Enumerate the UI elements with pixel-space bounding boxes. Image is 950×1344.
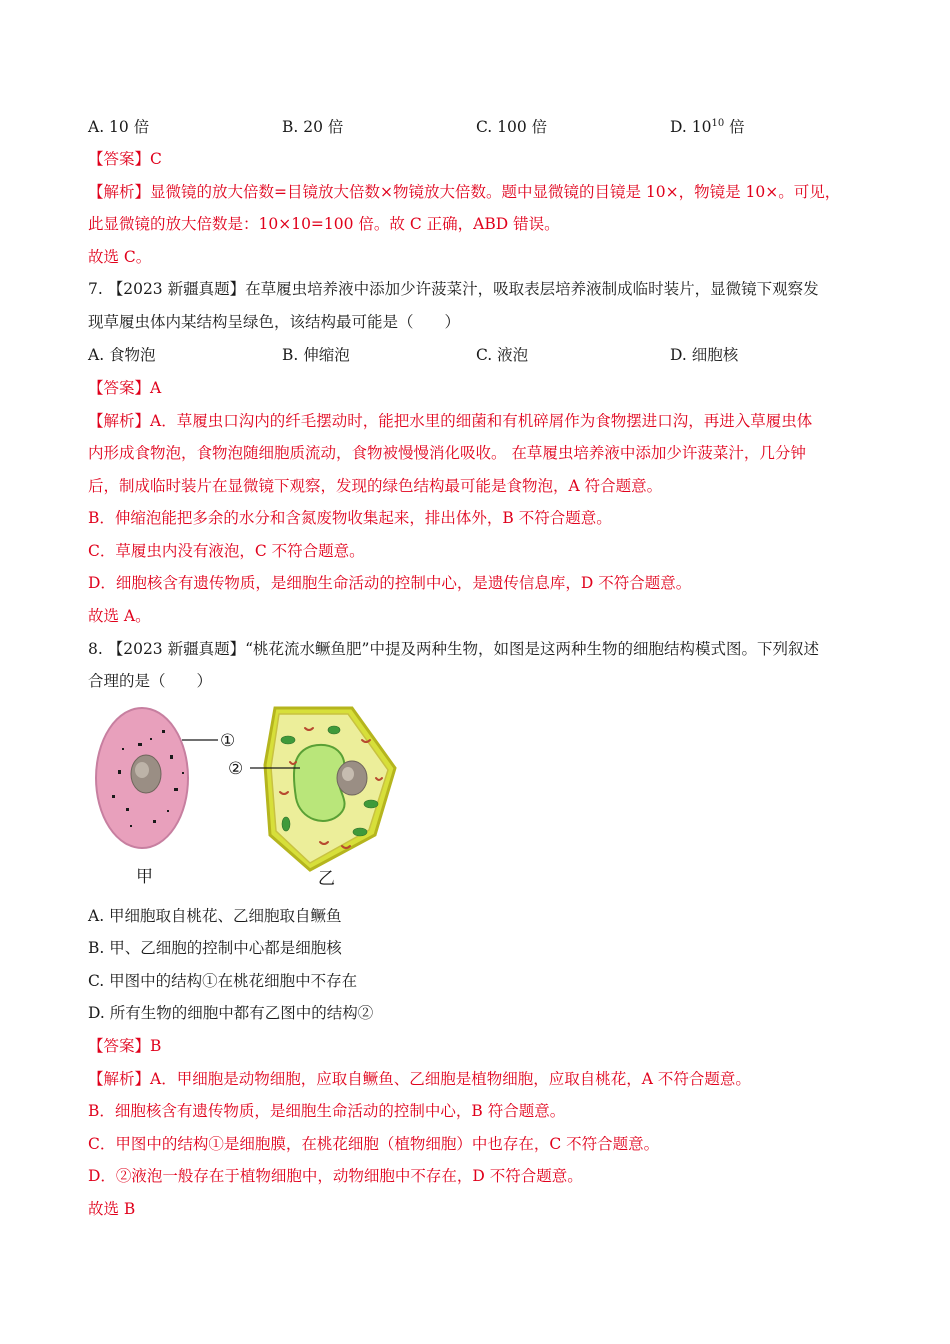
marker-2-label: ② bbox=[228, 759, 244, 779]
cell-figure bbox=[90, 700, 410, 890]
q7-option-b: B. 伸缩泡 bbox=[282, 346, 350, 364]
q8-option-c: C. 甲图中的结构①在桃花细胞中不存在 bbox=[88, 972, 358, 990]
q7-analysis-line-1: 【解析】A．草履虫口沟内的纤毛摆动时，能把水里的细菌和有机碎屑作为食物摆进口沟，再进入草履虫体 bbox=[88, 412, 813, 430]
q6-analysis-line-2: 此显微镜的放大倍数是：10×10=100 倍。故 C 正确，ABD 错误。 bbox=[88, 215, 560, 233]
q8-stem-line-2: 合理的是（ ） bbox=[88, 672, 213, 690]
q7-answer: 【答案】A bbox=[88, 379, 162, 397]
q7-option-a: A. 食物泡 bbox=[88, 346, 156, 364]
q8-answer: 【答案】B bbox=[88, 1037, 162, 1055]
q6-analysis-line-1: 【解析】显微镜的放大倍数=目镜放大倍数×物镜放大倍数。题中显微镜的目镜是 10×，物镜是 10×。可见， bbox=[88, 183, 841, 201]
figure-label-yi: 乙 bbox=[318, 869, 335, 889]
q7-option-d: D. 细胞核 bbox=[670, 346, 739, 364]
q7-analysis-line-2: 内形成食物泡，食物泡随细胞质流动，食物被慢慢消化吸收。 在草履虫培养液中添加少许菠菜汁，几分钟 bbox=[88, 444, 806, 462]
q8-analysis-line-4: D．②液泡一般存在于植物细胞中，动物细胞中不存在，D 不符合题意。 bbox=[88, 1167, 583, 1185]
animal-cell-nucleolus bbox=[135, 762, 149, 778]
plant-cell-nucleolus bbox=[342, 767, 354, 781]
figure-label-jia: 甲 bbox=[136, 867, 153, 887]
q6-option-b: B. 20 倍 bbox=[282, 118, 344, 136]
marker-1-label: ① bbox=[220, 731, 236, 751]
q7-conclusion: 故选 A。 bbox=[88, 607, 151, 625]
q7-analysis-line-5: C．草履虫内没有液泡，C 不符合题意。 bbox=[88, 542, 365, 560]
q7-stem-line-1: 7. 【2023 新疆真题】在草履虫培养液中添加少许菠菜汁，吸取表层培养液制成临时装片，显微镜下观察发 bbox=[88, 280, 819, 298]
q8-stem-line-1: 8. 【2023 新疆真题】“桃花流水鳜鱼肥”中提及两种生物，如图是这两种生物的细胞结构模式图。下列叙述 bbox=[88, 640, 819, 658]
q6-conclusion: 故选 C。 bbox=[88, 248, 152, 266]
plant-cell-vacuole bbox=[294, 745, 345, 821]
q6-answer: 【答案】C bbox=[88, 150, 162, 168]
q8-analysis-line-2: B．细胞核含有遗传物质，是细胞生命活动的控制中心，B 符合题意。 bbox=[88, 1102, 566, 1120]
q6-option-c: C. 100 倍 bbox=[476, 118, 548, 136]
q6-option-d-prefix: D. 10 bbox=[670, 118, 712, 136]
q6-option-d-suffix: 倍 bbox=[724, 118, 745, 136]
q6-option-d bbox=[670, 116, 745, 138]
q7-analysis-line-3: 后，制成临时装片在显微镜下观察，发现的绿色结构最可能是食物泡，A 符合题意。 bbox=[88, 477, 663, 495]
q8-option-a: A. 甲细胞取自桃花、乙细胞取自鳜鱼 bbox=[88, 907, 342, 925]
q7-option-c: C. 液泡 bbox=[476, 346, 529, 364]
q7-analysis-line-4: B．伸缩泡能把多余的水分和含氮废物收集起来，排出体外，B 不符合题意。 bbox=[88, 509, 612, 527]
plant-cell bbox=[228, 708, 395, 889]
q6-option-a: A. 10 倍 bbox=[88, 118, 150, 136]
q8-analysis-line-1: 【解析】A．甲细胞是动物细胞，应取自鳜鱼、乙细胞是植物细胞，应取自桃花，A 不符合题意。 bbox=[88, 1070, 751, 1088]
q8-analysis-line-3: C．甲图中的结构①是细胞膜，在桃花细胞（植物细胞）中也存在，C 不符合题意。 bbox=[88, 1135, 660, 1153]
q8-option-d: D. 所有生物的细胞中都有乙图中的结构② bbox=[88, 1004, 374, 1022]
q8-conclusion: 故选 B bbox=[88, 1200, 136, 1218]
q6-option-d-sup: 10 bbox=[711, 118, 725, 129]
animal-cell bbox=[96, 708, 235, 887]
q8-option-b: B. 甲、乙细胞的控制中心都是细胞核 bbox=[88, 939, 342, 957]
q7-stem-line-2: 现草履虫体内某结构呈绿色，该结构最可能是（ ） bbox=[88, 313, 461, 331]
q7-analysis-line-6: D．细胞核含有遗传物质，是细胞生命活动的控制中心，是遗传信息库，D 不符合题意。 bbox=[88, 574, 692, 592]
